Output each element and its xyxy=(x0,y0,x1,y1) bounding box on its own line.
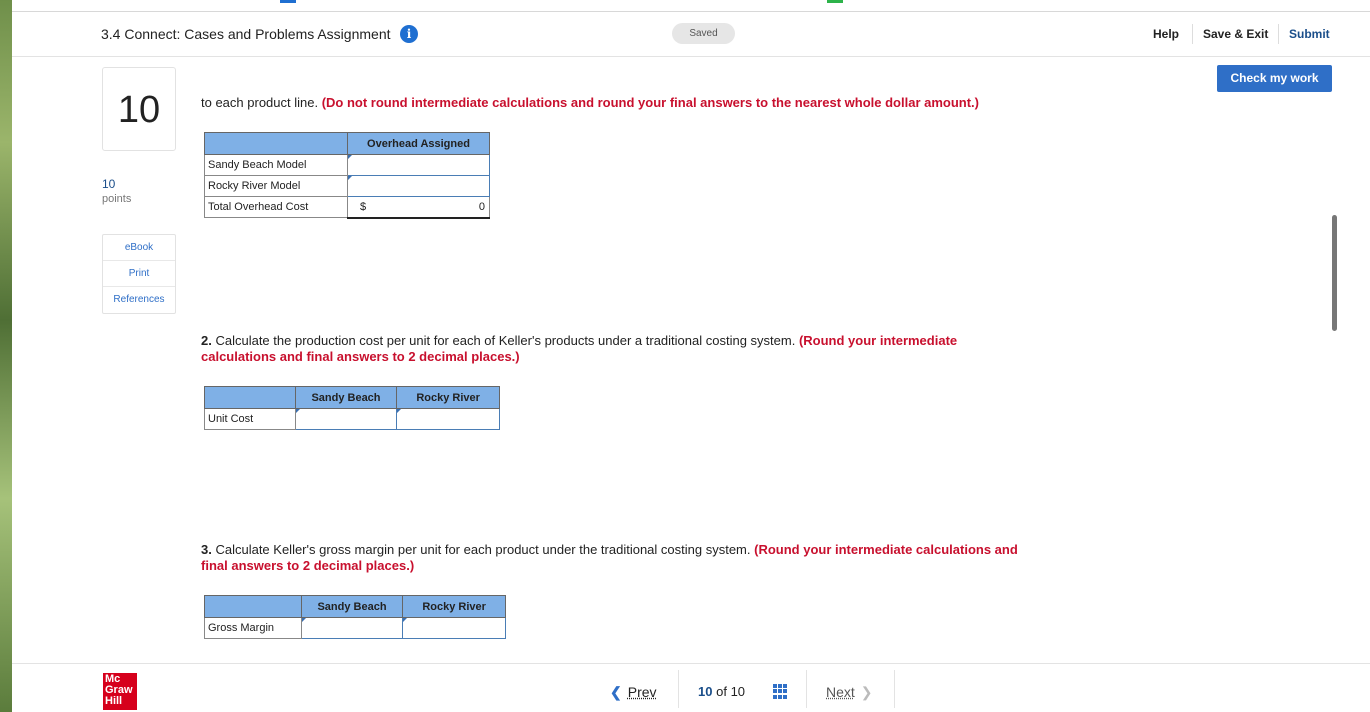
desktop-background xyxy=(0,0,12,712)
part3-question xyxy=(201,542,1031,574)
prev-label: Prev xyxy=(627,684,657,700)
rocky-river-header: Rocky River xyxy=(403,596,506,618)
part1-intro-text: to each product line. xyxy=(201,95,319,110)
references-link[interactable]: References xyxy=(113,294,165,305)
footer-divider xyxy=(678,670,679,708)
table-row xyxy=(205,176,490,197)
part2-question xyxy=(201,333,1031,365)
table-corner xyxy=(205,387,296,409)
header-divider xyxy=(1192,24,1193,44)
row-label-sandy-beach-model: Sandy Beach Model xyxy=(205,155,348,176)
total-currency: $ xyxy=(360,201,367,213)
unit-cost-table xyxy=(204,386,500,430)
rocky-river-unit-cost-input[interactable] xyxy=(397,409,500,430)
sandy-beach-header: Sandy Beach xyxy=(301,596,403,618)
assignment-header xyxy=(12,12,1370,57)
chevron-right-icon: ❯ xyxy=(860,684,873,700)
sandy-beach-header: Sandy Beach xyxy=(295,387,397,409)
content-scrollbar[interactable] xyxy=(1332,215,1337,331)
table-row xyxy=(205,618,506,639)
table-corner xyxy=(205,596,302,618)
tab-marker xyxy=(280,0,296,3)
logo-line: Mc xyxy=(105,673,121,685)
gross-margin-label: Gross Margin xyxy=(205,618,302,639)
footer-divider xyxy=(806,670,807,708)
points-value: 10 xyxy=(102,177,116,191)
tab-marker xyxy=(827,0,843,3)
unit-cost-label: Unit Cost xyxy=(205,409,296,430)
total-overhead-cell xyxy=(348,197,490,218)
print-link[interactable]: Print xyxy=(103,261,175,287)
next-button[interactable] xyxy=(826,684,873,701)
gross-margin-table xyxy=(204,595,506,639)
rocky-river-overhead-input[interactable] xyxy=(348,176,490,197)
navigation-footer xyxy=(12,663,1370,712)
points-label: points xyxy=(102,193,132,205)
total-overhead-value: 0 xyxy=(478,201,485,213)
question-grid-icon[interactable] xyxy=(773,684,788,699)
saved-status-badge: Saved xyxy=(672,23,735,44)
sandy-beach-overhead-input[interactable] xyxy=(348,155,490,176)
save-exit-link[interactable]: Save & Exit xyxy=(1203,27,1269,41)
part3-number: 3. xyxy=(201,542,212,557)
of-label: of xyxy=(716,684,727,699)
row-label-rocky-river-model: Rocky River Model xyxy=(205,176,348,197)
submit-link[interactable]: Submit xyxy=(1289,27,1330,41)
logo-line: Hill xyxy=(105,695,123,707)
part3-text: Calculate Keller's gross margin per unit for each product under the traditional costing system. xyxy=(215,542,751,557)
rocky-river-header: Rocky River xyxy=(397,387,500,409)
sandy-beach-unit-cost-input[interactable] xyxy=(295,409,397,430)
part1-intro xyxy=(201,95,979,110)
question-number: 10 xyxy=(102,67,176,151)
table-row xyxy=(205,409,500,430)
sandy-beach-gross-margin-input[interactable] xyxy=(301,618,403,639)
logo-line: Graw xyxy=(105,684,133,696)
assignment-title: 3.4 Connect: Cases and Problems Assignment xyxy=(101,26,391,42)
table-row xyxy=(205,155,490,176)
rocky-river-gross-margin-input[interactable] xyxy=(403,618,506,639)
footer-divider xyxy=(894,670,895,708)
prev-button[interactable] xyxy=(610,684,657,701)
part2-text: Calculate the production cost per unit for each of Keller's products under a traditional costing system. xyxy=(215,333,796,348)
header-divider xyxy=(1278,24,1279,44)
help-link[interactable]: Help xyxy=(1153,27,1180,41)
table-row xyxy=(205,197,490,218)
resource-links xyxy=(102,234,176,314)
part2-instruction: (Round your intermediate calculations and final answers to 2 decimal places.) xyxy=(201,333,958,364)
check-my-work-button[interactable]: Check my work xyxy=(1217,65,1332,92)
overhead-assigned-header: Overhead Assigned xyxy=(348,133,490,155)
total-pages: 10 xyxy=(730,684,746,699)
browser-top-edge xyxy=(12,0,1370,12)
page-indicator[interactable] xyxy=(698,684,745,699)
next-label: Next xyxy=(826,684,855,700)
part3-instruction: (Round your intermediate calculations and final answers to 2 decimal places.) xyxy=(201,542,1018,573)
part1-instruction: (Do not round intermediate calculations and round your final answers to the nearest whole dollar amount.) xyxy=(321,95,980,110)
info-icon[interactable]: i xyxy=(400,25,418,43)
chevron-left-icon: ❮ xyxy=(610,684,622,700)
table-corner xyxy=(205,133,348,155)
row-label-total-overhead: Total Overhead Cost xyxy=(205,197,348,218)
current-page: 10 xyxy=(698,684,713,699)
part2-number: 2. xyxy=(201,333,212,348)
ebook-link[interactable]: eBook xyxy=(103,235,175,261)
overhead-table xyxy=(204,132,490,219)
mcgraw-hill-logo xyxy=(103,673,137,710)
